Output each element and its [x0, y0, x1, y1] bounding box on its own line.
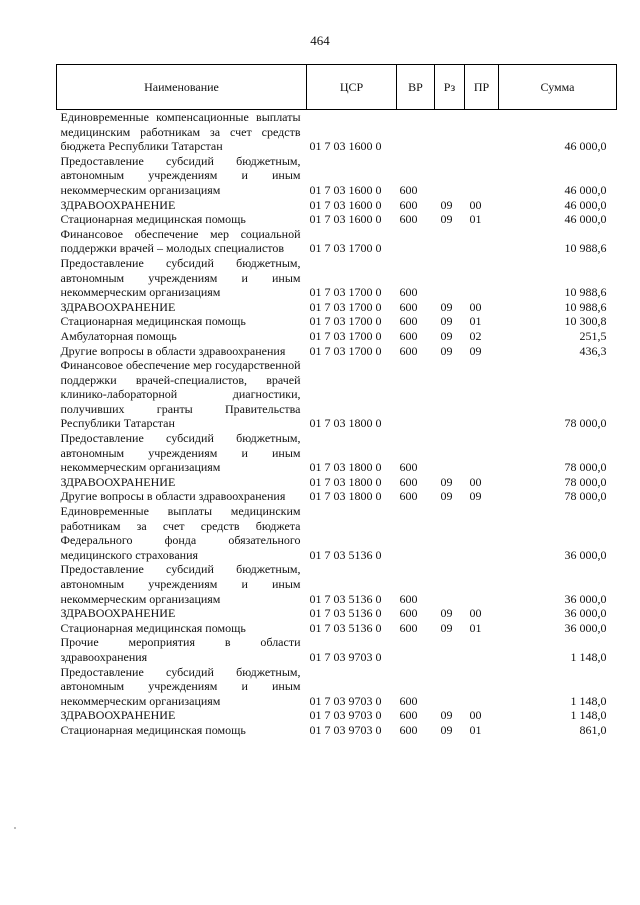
cell-csr: 01 7 03 1800 0: [309, 474, 382, 489]
cell-pr: 00: [469, 606, 482, 621]
cell-rz: 09: [440, 343, 453, 358]
cell-csr: 01 7 03 5136 0: [309, 606, 382, 621]
cell-name: Предоставление субсидий бюджетным, автономным учреждениям и иным некоммерческим организациям: [60, 255, 301, 300]
cell-rz: 09: [440, 620, 453, 635]
cell-rz: 09: [440, 314, 453, 329]
cell-sum: 36 000,0: [564, 620, 607, 635]
cell-rz: 09: [440, 708, 453, 723]
cell-sum: 10 988,6: [564, 241, 607, 256]
cell-name: Предоставление субсидий бюджетным, автономным учреждениям и иным некоммерческим организациям: [60, 664, 301, 708]
cell-sum: 46 000,0: [564, 197, 607, 212]
cell-vr: 600: [399, 285, 418, 300]
cell-sum: 861,0: [579, 722, 607, 737]
cell-rz: 09: [440, 299, 453, 314]
cell-vr: [397, 110, 435, 154]
cell-vr: 600: [399, 314, 418, 329]
cell-sum: 46 000,0: [564, 139, 607, 154]
cell-rz: 09: [440, 474, 453, 489]
cell-vr: 600: [399, 620, 418, 635]
cell-rz: [435, 504, 465, 562]
header-rz: Рз: [435, 65, 465, 110]
cell-name: Финансовое обеспечение мер социальной поддержки врачей – молодых специалистов: [60, 226, 301, 256]
scan-speck: [14, 827, 16, 829]
table-header-row: [57, 65, 617, 110]
cell-vr: 600: [399, 489, 418, 504]
cell-pr: [465, 256, 499, 300]
table-row: [57, 431, 617, 475]
cell-name: ЗДРАВООХРАНЕНИЕ: [60, 606, 176, 621]
cell-sum: 1 148,0: [570, 649, 607, 664]
header-pr: ПР: [465, 65, 499, 110]
cell-sum: 46 000,0: [564, 212, 607, 227]
page-number: 464: [310, 33, 330, 48]
cell-csr: 01 7 03 1700 0: [309, 343, 382, 358]
cell-rz: [435, 635, 465, 664]
cell-csr: 01 7 03 1700 0: [309, 241, 382, 256]
cell-vr: 600: [399, 343, 418, 358]
cell-rz: [435, 562, 465, 606]
cell-rz: [435, 358, 465, 431]
budget-table: [56, 64, 617, 738]
cell-pr: 09: [469, 343, 482, 358]
cell-csr: 01 7 03 1800 0: [309, 489, 382, 504]
cell-rz: [435, 154, 465, 198]
cell-sum: 10 988,6: [564, 299, 607, 314]
cell-name: Единовременные выплаты медицинским работникам за счет средств бюджета Федерального фонда обязательного медицинского страхования: [60, 504, 301, 562]
cell-vr: 600: [399, 474, 418, 489]
cell-rz: 09: [440, 212, 453, 227]
header-sum: Сумма: [499, 65, 617, 110]
table-row: [57, 504, 617, 562]
cell-csr: 01 7 03 1800 0: [309, 416, 382, 431]
cell-csr: 01 7 03 5136 0: [309, 620, 382, 635]
cell-vr: 600: [399, 299, 418, 314]
cell-csr: 01 7 03 1700 0: [309, 299, 382, 314]
cell-sum: 1 148,0: [570, 693, 607, 708]
cell-csr: 01 7 03 1600 0: [309, 212, 382, 227]
cell-vr: 600: [399, 606, 418, 621]
cell-pr: [465, 562, 499, 606]
table-row: [57, 227, 617, 256]
table-row: [57, 314, 617, 329]
table-row: [57, 198, 617, 213]
table-row: [57, 665, 617, 709]
cell-vr: 600: [399, 460, 418, 475]
cell-vr: 600: [399, 182, 418, 197]
cell-name: ЗДРАВООХРАНЕНИЕ: [60, 197, 176, 212]
table-row: [57, 621, 617, 636]
cell-vr: 600: [399, 591, 418, 606]
cell-name: Финансовое обеспечение мер государственной поддержки врачей-специалистов, врачей клинико-лабораторной диагностики, получивших гранты Правительства Республики Татарстан: [60, 358, 301, 431]
cell-csr: 01 7 03 5136 0: [309, 591, 382, 606]
cell-vr: 600: [399, 212, 418, 227]
header-vr: ВР: [397, 65, 435, 110]
cell-rz: [435, 665, 465, 709]
cell-vr: 600: [399, 197, 418, 212]
cell-csr: 01 7 03 9703 0: [309, 649, 382, 664]
cell-name: Стационарная медицинская помощь: [60, 620, 246, 635]
cell-csr: 01 7 03 1700 0: [309, 314, 382, 329]
header-csr: ЦСР: [307, 65, 397, 110]
table-row: [57, 110, 617, 154]
table-row: [57, 708, 617, 723]
table-row: [57, 606, 617, 621]
cell-name: Другие вопросы в области здравоохранения: [60, 343, 286, 358]
table-body: [57, 110, 617, 738]
cell-sum: 10 300,8: [564, 314, 607, 329]
cell-csr: 01 7 03 1700 0: [309, 328, 382, 343]
table-row: [57, 344, 617, 359]
cell-rz: [435, 227, 465, 256]
cell-name: Другие вопросы в области здравоохранения: [60, 489, 286, 504]
cell-csr: 01 7 03 1600 0: [309, 139, 382, 154]
cell-name: Предоставление субсидий бюджетным, автономным учреждениям и иным некоммерческим организациям: [60, 562, 301, 606]
cell-csr: 01 7 03 1600 0: [309, 197, 382, 212]
cell-name: Предоставление субсидий бюджетным, автономным учреждениям и иным некоммерческим организациям: [60, 153, 301, 197]
cell-csr: 01 7 03 9703 0: [309, 708, 382, 723]
table-row: [57, 256, 617, 300]
cell-rz: 09: [440, 722, 453, 737]
cell-sum: 78 000,0: [564, 489, 607, 504]
cell-csr: 01 7 03 1800 0: [309, 460, 382, 475]
cell-pr: [465, 635, 499, 664]
cell-pr: [465, 358, 499, 431]
cell-vr: 600: [399, 328, 418, 343]
cell-pr: [465, 431, 499, 475]
cell-pr: 01: [469, 314, 482, 329]
cell-vr: [397, 635, 435, 664]
cell-rz: 09: [440, 606, 453, 621]
cell-vr: [397, 504, 435, 562]
cell-pr: [465, 154, 499, 198]
table-row: [57, 154, 617, 198]
table-row: [57, 300, 617, 315]
table-row: [57, 635, 617, 664]
cell-rz: [435, 110, 465, 154]
cell-name: Предоставление субсидий бюджетным, автономным учреждениям и иным некоммерческим организациям: [60, 431, 301, 475]
table-row: [57, 329, 617, 344]
cell-sum: 36 000,0: [564, 591, 607, 606]
cell-csr: 01 7 03 1700 0: [309, 285, 382, 300]
cell-name: Единовременные компенсационные выплаты медицинским работникам за счет средств бюджета Республики Татарстан: [60, 110, 301, 154]
cell-name: Стационарная медицинская помощь: [60, 212, 246, 227]
cell-pr: 01: [469, 620, 482, 635]
cell-sum: 46 000,0: [564, 182, 607, 197]
cell-pr: 02: [469, 328, 482, 343]
cell-vr: 600: [399, 708, 418, 723]
cell-rz: 09: [440, 489, 453, 504]
cell-name: Стационарная медицинская помощь: [60, 722, 246, 737]
cell-name: ЗДРАВООХРАНЕНИЕ: [60, 299, 176, 314]
cell-pr: 01: [469, 722, 482, 737]
cell-pr: [465, 227, 499, 256]
cell-sum: 36 000,0: [564, 606, 607, 621]
cell-rz: 09: [440, 197, 453, 212]
cell-pr: 00: [469, 708, 482, 723]
table-row: [57, 489, 617, 504]
cell-name: Амбулаторная помощь: [60, 328, 177, 343]
cell-csr: 01 7 03 5136 0: [309, 547, 382, 562]
cell-rz: [435, 256, 465, 300]
cell-pr: 01: [469, 212, 482, 227]
cell-rz: [435, 431, 465, 475]
table-row: [57, 212, 617, 227]
cell-csr: 01 7 03 9703 0: [309, 722, 382, 737]
table-row: [57, 723, 617, 738]
cell-pr: [465, 110, 499, 154]
cell-rz: 09: [440, 328, 453, 343]
cell-sum: 1 148,0: [570, 708, 607, 723]
table-row: [57, 475, 617, 490]
cell-sum: 251,5: [579, 328, 607, 343]
table-row: [57, 562, 617, 606]
cell-sum: 78 000,0: [564, 416, 607, 431]
cell-name: Прочие мероприятия в области здравоохранения: [60, 635, 301, 664]
cell-name: ЗДРАВООХРАНЕНИЕ: [60, 474, 176, 489]
table-row: [57, 358, 617, 431]
cell-pr: [465, 504, 499, 562]
cell-sum: 78 000,0: [564, 474, 607, 489]
cell-name: Стационарная медицинская помощь: [60, 314, 246, 329]
cell-sum: 78 000,0: [564, 460, 607, 475]
cell-sum: 36 000,0: [564, 547, 607, 562]
cell-sum: 10 988,6: [564, 285, 607, 300]
cell-vr: 600: [399, 722, 418, 737]
cell-vr: 600: [399, 693, 418, 708]
cell-vr: [397, 227, 435, 256]
header-name: Наименование: [57, 65, 307, 110]
cell-pr: 09: [469, 489, 482, 504]
cell-csr: 01 7 03 9703 0: [309, 693, 382, 708]
cell-pr: 00: [469, 299, 482, 314]
cell-vr: [397, 358, 435, 431]
cell-csr: 01 7 03 1600 0: [309, 182, 382, 197]
cell-sum: 436,3: [579, 343, 607, 358]
cell-pr: 00: [469, 197, 482, 212]
cell-name: ЗДРАВООХРАНЕНИЕ: [60, 708, 176, 723]
cell-pr: 00: [469, 474, 482, 489]
cell-pr: [465, 665, 499, 709]
